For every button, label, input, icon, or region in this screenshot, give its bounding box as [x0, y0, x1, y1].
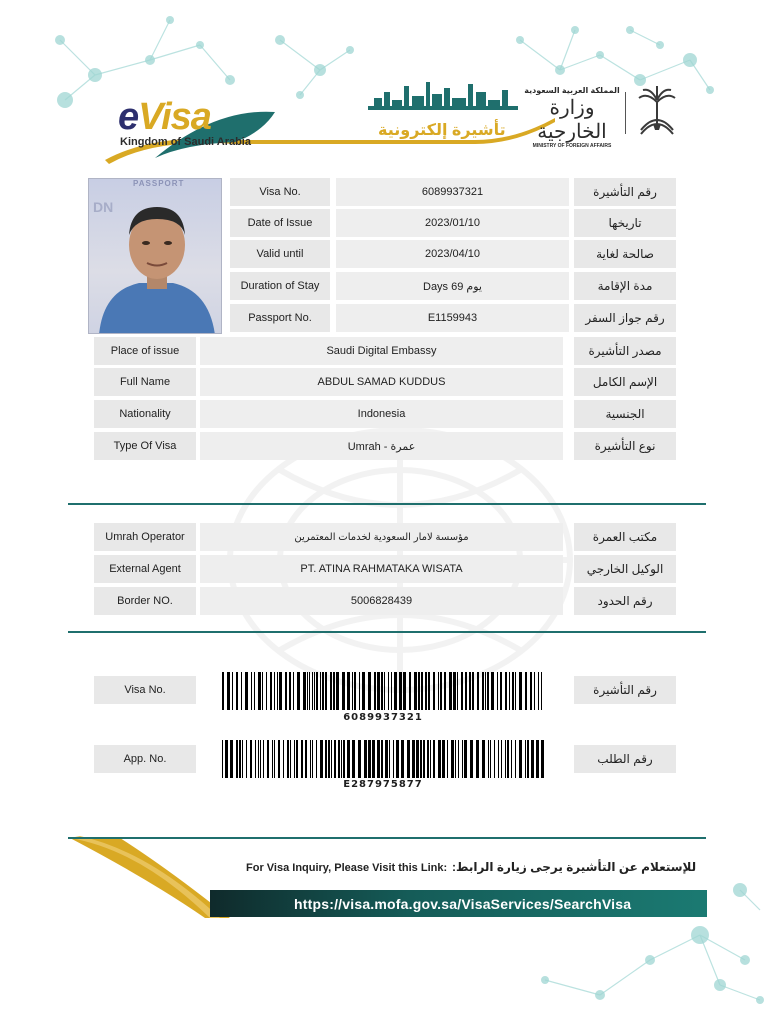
type-of-visa-value: Umrah - عمرة [200, 432, 563, 460]
saudi-emblem-icon [633, 84, 681, 140]
full-name-label: Full Name [94, 368, 196, 396]
place-of-issue-arabic-label: مصدر التأشيرة [574, 337, 676, 365]
barcode-bar [267, 740, 269, 778]
visa-number-arabic-label: رقم التأشيرة [574, 178, 676, 206]
barcode-bar [515, 672, 516, 710]
barcode-bar [391, 672, 392, 710]
barcode-bar [507, 740, 509, 778]
barcode-bar [393, 740, 394, 778]
barcode-bar [236, 672, 238, 710]
barcode-bar [328, 740, 330, 778]
barcode-bar [232, 672, 233, 710]
barcode-bar [477, 672, 479, 710]
barcode-bar [377, 740, 380, 778]
mofa-logo [522, 86, 622, 149]
barcode-bar [465, 672, 467, 710]
barcode-bar [527, 740, 529, 778]
barcode-bar [470, 740, 473, 778]
barcode-bar [347, 672, 350, 710]
barcode-bar [515, 740, 516, 778]
barcode-bar [322, 672, 324, 710]
barcode-bar [266, 672, 267, 710]
barcode-bar [301, 740, 303, 778]
date-of-issue-label: Date of Issue [230, 209, 330, 237]
mofa-arabic-name: وزارة الخارجية [537, 95, 607, 143]
barcode-bar [401, 740, 404, 778]
barcode-bar [368, 740, 371, 778]
barcode-bar [442, 740, 445, 778]
person-portrait-icon [89, 179, 222, 334]
barcode-bar [358, 740, 361, 778]
section-divider-1 [68, 503, 706, 505]
barcode-bar [464, 740, 467, 778]
passport-number-arabic-label: رقم جواز السفر [574, 304, 676, 332]
valid-until-arabic-label: صالحة لغاية [574, 240, 676, 268]
barcode-bar [352, 672, 353, 710]
visa-barcode-number: 6089937321 [343, 712, 423, 723]
barcode-bar [263, 740, 264, 778]
evisa-logo [118, 96, 211, 139]
barcode-bar [423, 740, 425, 778]
barcode-bar [447, 740, 448, 778]
barcode-bar [245, 672, 248, 710]
barcode-bar [320, 672, 321, 710]
full-name-arabic-label: الإسم الكامل [574, 368, 676, 396]
visa-barcode-arabic-label: رقم التأشيرة [574, 676, 676, 704]
barcode-bar [438, 740, 441, 778]
barcode-bar [297, 672, 300, 710]
barcode-bar [338, 740, 340, 778]
barcode-bar [307, 672, 308, 710]
barcode-bar [485, 672, 486, 710]
barcode-bar [374, 672, 376, 710]
type-of-visa-arabic-label: نوع التأشيرة [574, 432, 676, 460]
barcode-bar [433, 672, 435, 710]
barcode-bar [444, 672, 446, 710]
barcode-bar [330, 672, 332, 710]
barcode-bar [476, 740, 479, 778]
barcode-bar [343, 740, 345, 778]
barcode-bar [279, 672, 282, 710]
barcode-bar [469, 672, 471, 710]
barcode-bar [505, 740, 506, 778]
barcode-bar [255, 740, 256, 778]
barcode-bar [500, 672, 502, 710]
passport-photo-mark: DN [93, 199, 114, 215]
barcode-bar [472, 672, 474, 710]
barcode-bar [364, 740, 367, 778]
barcode-bar [316, 672, 318, 710]
barcode-bar [451, 740, 454, 778]
header-divider [625, 92, 626, 134]
barcode-bar [359, 672, 360, 710]
barcode-bar [433, 740, 435, 778]
valid-until-label: Valid until [230, 240, 330, 268]
date-of-issue-arabic-label: تاريخها [574, 209, 676, 237]
visa-number-value: 6089937321 [336, 178, 569, 206]
external-agent-arabic-label: الوكيل الخارجي [574, 555, 676, 583]
barcode-bar [407, 740, 410, 778]
barcode-bar [368, 672, 371, 710]
barcode-bar [388, 672, 389, 710]
barcode-bar [227, 672, 230, 710]
umrah-operator-arabic-label: مكتب العمرة [574, 523, 676, 551]
section-divider-2 [68, 631, 706, 633]
date-of-issue-value: 2023/01/10 [336, 209, 569, 237]
barcode-bar [296, 740, 298, 778]
barcode-bar [225, 740, 228, 778]
passport-number-label: Passport No. [230, 304, 330, 332]
place-of-issue-label: Place of issue [94, 337, 196, 365]
visa-inquiry-link[interactable]: https://visa.mofa.gov.sa/VisaServices/SearchVisa [294, 896, 632, 912]
barcode-bar [354, 672, 356, 710]
barcode-bar [438, 672, 439, 710]
barcode-bar [536, 740, 539, 778]
barcode-bar [230, 740, 233, 778]
app-barcode-number: E287975877 [343, 779, 423, 790]
umrah-operator-value: مؤسسة لامار السعودية لخدمات المعتمرين [200, 523, 563, 551]
barcode-bar [352, 740, 355, 778]
barcode-bar [241, 672, 242, 710]
barcode-bar [421, 672, 423, 710]
barcode-bar [316, 740, 317, 778]
barcode-bar [482, 740, 485, 778]
border-number-label: Border NO. [94, 587, 196, 615]
barcode-bar [449, 672, 452, 710]
barcode-bar [458, 740, 459, 778]
barcode-bar [381, 740, 383, 778]
barcode-bar [530, 672, 532, 710]
barcode-bar [541, 740, 544, 778]
barcode-bar [385, 740, 388, 778]
kingdom-subtitle: Kingdom of Saudi Arabia [120, 136, 251, 148]
barcode-bar [453, 672, 456, 710]
passport-number-value: E1159943 [336, 304, 569, 332]
skyline-icon [368, 78, 518, 118]
barcode-bar [418, 672, 420, 710]
document-header [0, 0, 768, 175]
barcode-bar [242, 740, 243, 778]
barcode-bar [461, 672, 463, 710]
barcode-bar [491, 672, 494, 710]
barcode-bar [488, 740, 489, 778]
mofa-english-name: MINISTRY OF FOREIGN AFFAIRS [532, 143, 612, 149]
barcode-bar [262, 672, 263, 710]
barcode-bar [274, 672, 275, 710]
evisa-logo-e: e [118, 96, 139, 138]
barcode-bar [258, 672, 261, 710]
barcode-bar [384, 672, 385, 710]
barcode-bar [320, 740, 323, 778]
barcode-bar [525, 672, 527, 710]
barcode-bar [399, 672, 402, 710]
barcode-bar [250, 740, 252, 778]
barcode-bar [490, 740, 491, 778]
barcode-bar [222, 672, 224, 710]
barcode-bar [239, 740, 241, 778]
duration-of-stay-label: Duration of Stay [230, 272, 330, 300]
barcode-bar [409, 672, 411, 710]
barcode-bar [381, 672, 383, 710]
arabic-evisa-title: تأشيرة إلكترونية [378, 122, 506, 139]
barcode-bar [294, 740, 295, 778]
barcode-bar [403, 672, 406, 710]
passport-photo-label: PASSPORT [133, 179, 185, 188]
barcode-bar [362, 672, 365, 710]
border-number-value: 5006828439 [200, 587, 563, 615]
barcode-bar [372, 740, 375, 778]
full-name-value: ABDUL SAMAD KUDDUS [200, 368, 563, 396]
visa-barcode-label: Visa No. [94, 676, 196, 704]
barcode-bar [457, 672, 458, 710]
barcode-bar [258, 740, 259, 778]
barcode-bar [305, 740, 307, 778]
valid-until-value: 2023/04/10 [336, 240, 569, 268]
barcode-bar [534, 672, 535, 710]
barcode-bar [277, 672, 278, 710]
inquiry-arabic-text: للإستعلام عن التأشيرة يرجى زيارة الرابط: [452, 860, 697, 874]
barcode-bar [312, 740, 313, 778]
barcode-bar [331, 740, 332, 778]
barcode-bar [501, 740, 502, 778]
mofa-kingdom-arabic: المملكة العربية السعودية [524, 86, 620, 95]
barcode-bar [310, 740, 311, 778]
barcode-bar [482, 672, 484, 710]
umrah-operator-label: Umrah Operator [94, 523, 196, 551]
barcode-bar [512, 672, 514, 710]
barcode-bar [303, 672, 306, 710]
nationality-value: Indonesia [200, 400, 563, 428]
barcode-bar [416, 740, 419, 778]
barcode-bar [412, 740, 415, 778]
barcode-bar [347, 740, 350, 778]
barcode-bar [246, 740, 247, 778]
barcode-bar [430, 740, 431, 778]
barcode-bar [285, 672, 287, 710]
barcode-bar [519, 740, 522, 778]
type-of-visa-label: Type Of Visa [94, 432, 196, 460]
barcode-bar [455, 740, 456, 778]
barcode-bar [289, 672, 291, 710]
barcode-bar [509, 672, 510, 710]
barcode-bar [325, 672, 327, 710]
border-number-arabic-label: رقم الحدود [574, 587, 676, 615]
place-of-issue-value: Saudi Digital Embassy [200, 337, 563, 365]
barcode-bar [260, 740, 261, 778]
app-barcode-arabic-label: رقم الطلب [574, 745, 676, 773]
barcode-bar [494, 740, 495, 778]
barcode-bar [389, 740, 390, 778]
barcode-bar [222, 740, 223, 778]
barcode-bar [314, 672, 315, 710]
nationality-label: Nationality [94, 400, 196, 428]
barcode-bar [414, 672, 417, 710]
barcode-bar [396, 740, 399, 778]
app-barcode-label: App. No. [94, 745, 196, 773]
barcode-bar [427, 740, 429, 778]
passport-photo [88, 178, 222, 334]
barcode-bar [290, 740, 291, 778]
visa-number-label: Visa No. [230, 178, 330, 206]
barcode-bar [505, 672, 507, 710]
barcode-bar [425, 672, 427, 710]
barcode-bar [440, 672, 442, 710]
barcode-bar [531, 740, 534, 778]
barcode-bar [428, 672, 430, 710]
barcode-bar [420, 740, 422, 778]
barcode-bar [487, 672, 489, 710]
barcode-bar [519, 672, 522, 710]
barcode-bar [309, 672, 310, 710]
barcode-bar [538, 672, 539, 710]
barcode-bar [394, 672, 397, 710]
barcode-bar [341, 740, 342, 778]
barcode-bar [462, 740, 463, 778]
barcode-bar [254, 672, 255, 710]
barcode-bar [511, 740, 512, 778]
barcode-bar [236, 740, 238, 778]
barcode-bar [333, 672, 335, 710]
barcode-bar [287, 740, 289, 778]
barcode-bar [325, 740, 327, 778]
barcode-bar [270, 672, 272, 710]
barcode-bar [497, 672, 498, 710]
barcode-bar [272, 740, 273, 778]
evisa-logo-visa: Visa [138, 96, 211, 138]
external-agent-value: PT. ATINA RAHMATAKA WISATA [200, 555, 563, 583]
visa-number-barcode [222, 672, 544, 710]
duration-of-stay-arabic-label: مدة الإقامة [574, 272, 676, 300]
external-agent-label: External Agent [94, 555, 196, 583]
barcode-bar [312, 672, 313, 710]
duration-of-stay-value: Days 69 يوم [336, 272, 569, 300]
barcode-bar [377, 672, 380, 710]
barcode-bar [251, 672, 252, 710]
nationality-arabic-label: الجنسية [574, 400, 676, 428]
barcode-bar [498, 740, 499, 778]
barcode-bar [278, 740, 280, 778]
barcode-bar [541, 672, 542, 710]
barcode-bar [336, 672, 339, 710]
footer-divider [68, 837, 706, 839]
application-number-barcode [222, 740, 544, 778]
barcode-bar [293, 672, 294, 710]
barcode-bar [525, 740, 526, 778]
barcode-bar [342, 672, 345, 710]
barcode-bar [334, 740, 336, 778]
barcode-bar [283, 740, 284, 778]
inquiry-english-text: For Visa Inquiry, Please Visit this Link: [246, 862, 448, 874]
barcode-bar [274, 740, 275, 778]
